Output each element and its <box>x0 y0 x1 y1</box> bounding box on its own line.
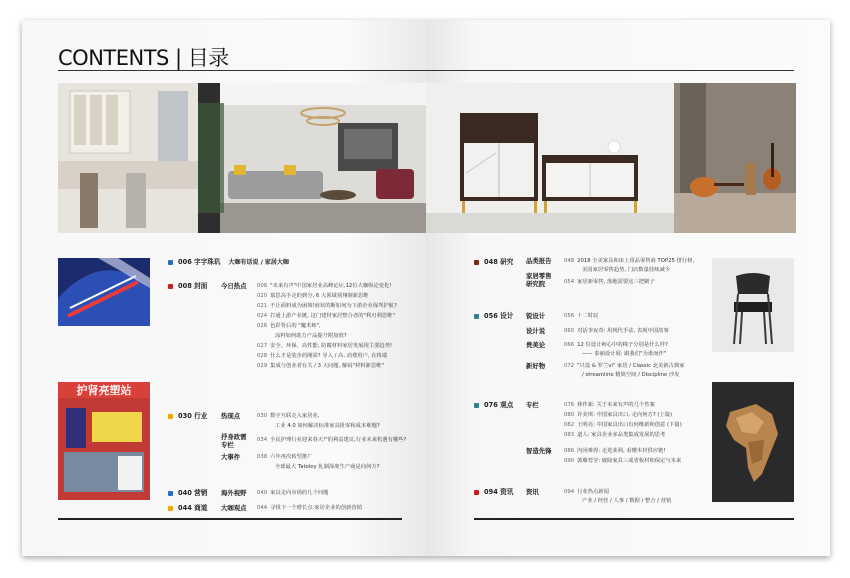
toc-entry[interactable]: 产业 / 经营 / 人事 / 数据 / 整合 / 营销 <box>582 498 672 504</box>
thumbnail-chair <box>712 258 794 352</box>
section-dot <box>474 260 479 265</box>
toc-entry[interactable]: 028 什么才是装企的刚需? 导入 / 高, 消费用户, 在终端 <box>257 353 388 359</box>
section-dot <box>168 491 173 496</box>
category-design-talk: 设计说 <box>526 327 546 335</box>
section-dot <box>474 314 479 319</box>
section-006[interactable]: 006 字字珠玑 大咖有话说 / 家居大咖 <box>168 259 289 266</box>
category-overseas: 海外视野 <box>221 489 247 497</box>
section-dot <box>168 414 173 419</box>
toc-entry[interactable]: 034 全民护理行业迎来春天!"的利益建议,行业未来机遇有哪些? <box>257 437 407 443</box>
toc-entry[interactable]: 038 六年再次转型推广 <box>257 454 313 460</box>
hero-image-left <box>58 83 426 233</box>
toc-entry[interactable]: 086 内闭难得: 走进莱利, 看懂木材供应链! <box>564 448 666 454</box>
toc-entry[interactable]: 048 2018 全美家具和床上用品零售商 TOP25 排行榜, <box>564 258 695 264</box>
toc-entry[interactable]: 072 "只设 & 罗兰vi" 家居 / Classic 北美新古典家 <box>564 363 685 369</box>
category-sharp-design: 锐设计 <box>526 312 546 320</box>
hero-image-right <box>426 83 796 233</box>
title-divider <box>58 70 794 71</box>
category-smart-pioneer: 智造先锋 <box>526 447 552 455</box>
toc-entry[interactable]: 全球最大 Tatoley 轧制深度生产商是向何方? <box>275 464 380 470</box>
section-dot <box>168 260 173 265</box>
toc-entry[interactable]: 008 "未来有声"中国家居业高峰论坛,12位大咖纵论变化! <box>257 283 392 289</box>
toc-entry[interactable]: 090 郭雁莺莹: 破除家具三成省板材和保定与未来 <box>564 458 682 464</box>
toc-entry[interactable]: 040 家具走向市场的几个问题 <box>257 490 329 496</box>
svg-text:护肾亮塑站: 护肾亮塑站 <box>76 384 132 397</box>
toc-entry[interactable]: 029 集成与创业者有关 / 3 大问题, 解码"材料新思维" <box>257 363 384 369</box>
toc-entry[interactable]: 020 慕思高手走的到分, 6 大领域领翔制新思维 <box>257 293 369 299</box>
section-008[interactable]: 008 封面 <box>168 283 207 290</box>
thumbnail-magazine-cover <box>58 382 150 500</box>
category-hot-topics: 今日热点 <box>221 282 247 290</box>
section-dot <box>474 490 479 495</box>
section-dot <box>168 506 173 511</box>
category-aesthetics: 贵美论 <box>526 341 546 349</box>
section-dot <box>474 403 479 408</box>
page-title: CONTENTS | 目录 <box>58 46 229 70</box>
toc-entry[interactable]: 030 数字互联走入家居业, <box>257 413 320 419</box>
toc-entry[interactable]: 026 色彩背后的 "魔术师", <box>257 323 321 329</box>
section-094[interactable]: 094 资讯 <box>474 489 513 496</box>
toc-entry[interactable]: 美国家居零售趋势, 门店数量持续减少 <box>582 267 671 273</box>
section-030[interactable]: 030 行业 <box>168 413 207 420</box>
category-new-products: 新好物 <box>526 362 546 370</box>
category-column: 抒身政需 专栏 <box>221 433 247 449</box>
bottom-rule-left <box>58 518 402 520</box>
section-040[interactable]: 040 营销 <box>168 490 207 497</box>
toc-entry[interactable]: 080 许美琪: 中国家具出口, 走向何方? (上篇) <box>564 412 673 418</box>
category-report: 品类报告 <box>526 257 552 265</box>
toc-entry[interactable]: —— 泰丽设计展: 跟我们"为谁而作" <box>582 351 667 357</box>
toc-entry[interactable]: / streamline 精简空间 / Discipline 沙发 <box>582 372 680 378</box>
category-opinion: 大咖观点 <box>221 504 247 512</box>
toc-entry[interactable]: 083 道人: 家具企业多品类集成发展的思考 <box>564 432 666 438</box>
category-retail-institute: 家居零售 研究院 <box>526 272 552 288</box>
bottom-rule-right <box>474 518 794 520</box>
toc-entry[interactable]: 工业 4.0 如何解决标准家具批零和成本难题? <box>275 423 380 429</box>
toc-entry[interactable]: 066 12 位设计师心中的椅子分别是什么样? <box>564 342 668 348</box>
toc-entry[interactable]: 027 安全、环保、高性能, 防腐材料家居发展现主要趋势! <box>257 343 393 349</box>
toc-entry[interactable]: 082 王明亮: 中国家具出口有何维新和创意 (下篇) <box>564 422 682 428</box>
thumbnail-event-stage <box>58 258 150 326</box>
section-056[interactable]: 056 设计 <box>474 313 513 320</box>
category-column: 专栏 <box>526 401 539 409</box>
toc-entry[interactable]: 021 不让面料成为困境!液状的断如何为下游企业保驾护航? <box>257 303 397 309</box>
toc-entry[interactable]: 094 行业热点新闻 <box>564 489 609 495</box>
category-events: 大事件 <box>221 453 241 461</box>
section-076[interactable]: 076 观点 <box>474 402 513 409</box>
section-044[interactable]: 044 商道 <box>168 505 207 512</box>
section-dot <box>168 284 173 289</box>
category-news: 资讯 <box>526 488 539 496</box>
toc-entry[interactable]: 涂料如何助力产品提升附加值? <box>275 333 347 339</box>
category-hot-view: 热现点 <box>221 412 241 420</box>
thumbnail-wood-map <box>712 382 794 502</box>
section-048[interactable]: 048 研究 <box>474 259 513 266</box>
magazine-spread <box>22 20 830 556</box>
toc-entry[interactable]: 044 寻找下一个增长点:家居企业的创新营销 <box>257 505 362 511</box>
toc-entry[interactable]: 024 打通上游产业链, 这门建材家居整合者的"利刃利思维" <box>257 313 395 319</box>
toc-entry[interactable]: 076 林作新: 关于未来有声的几个答案 <box>564 402 655 408</box>
toc-entry[interactable]: 060 对话李夜奇: 用现代手法, 表现中国故事 <box>564 328 669 334</box>
toc-entry[interactable]: 054 家居新零售, 落地需要这三把刷子 <box>564 279 655 285</box>
toc-entry[interactable]: 056 十二时辰 <box>564 313 599 319</box>
